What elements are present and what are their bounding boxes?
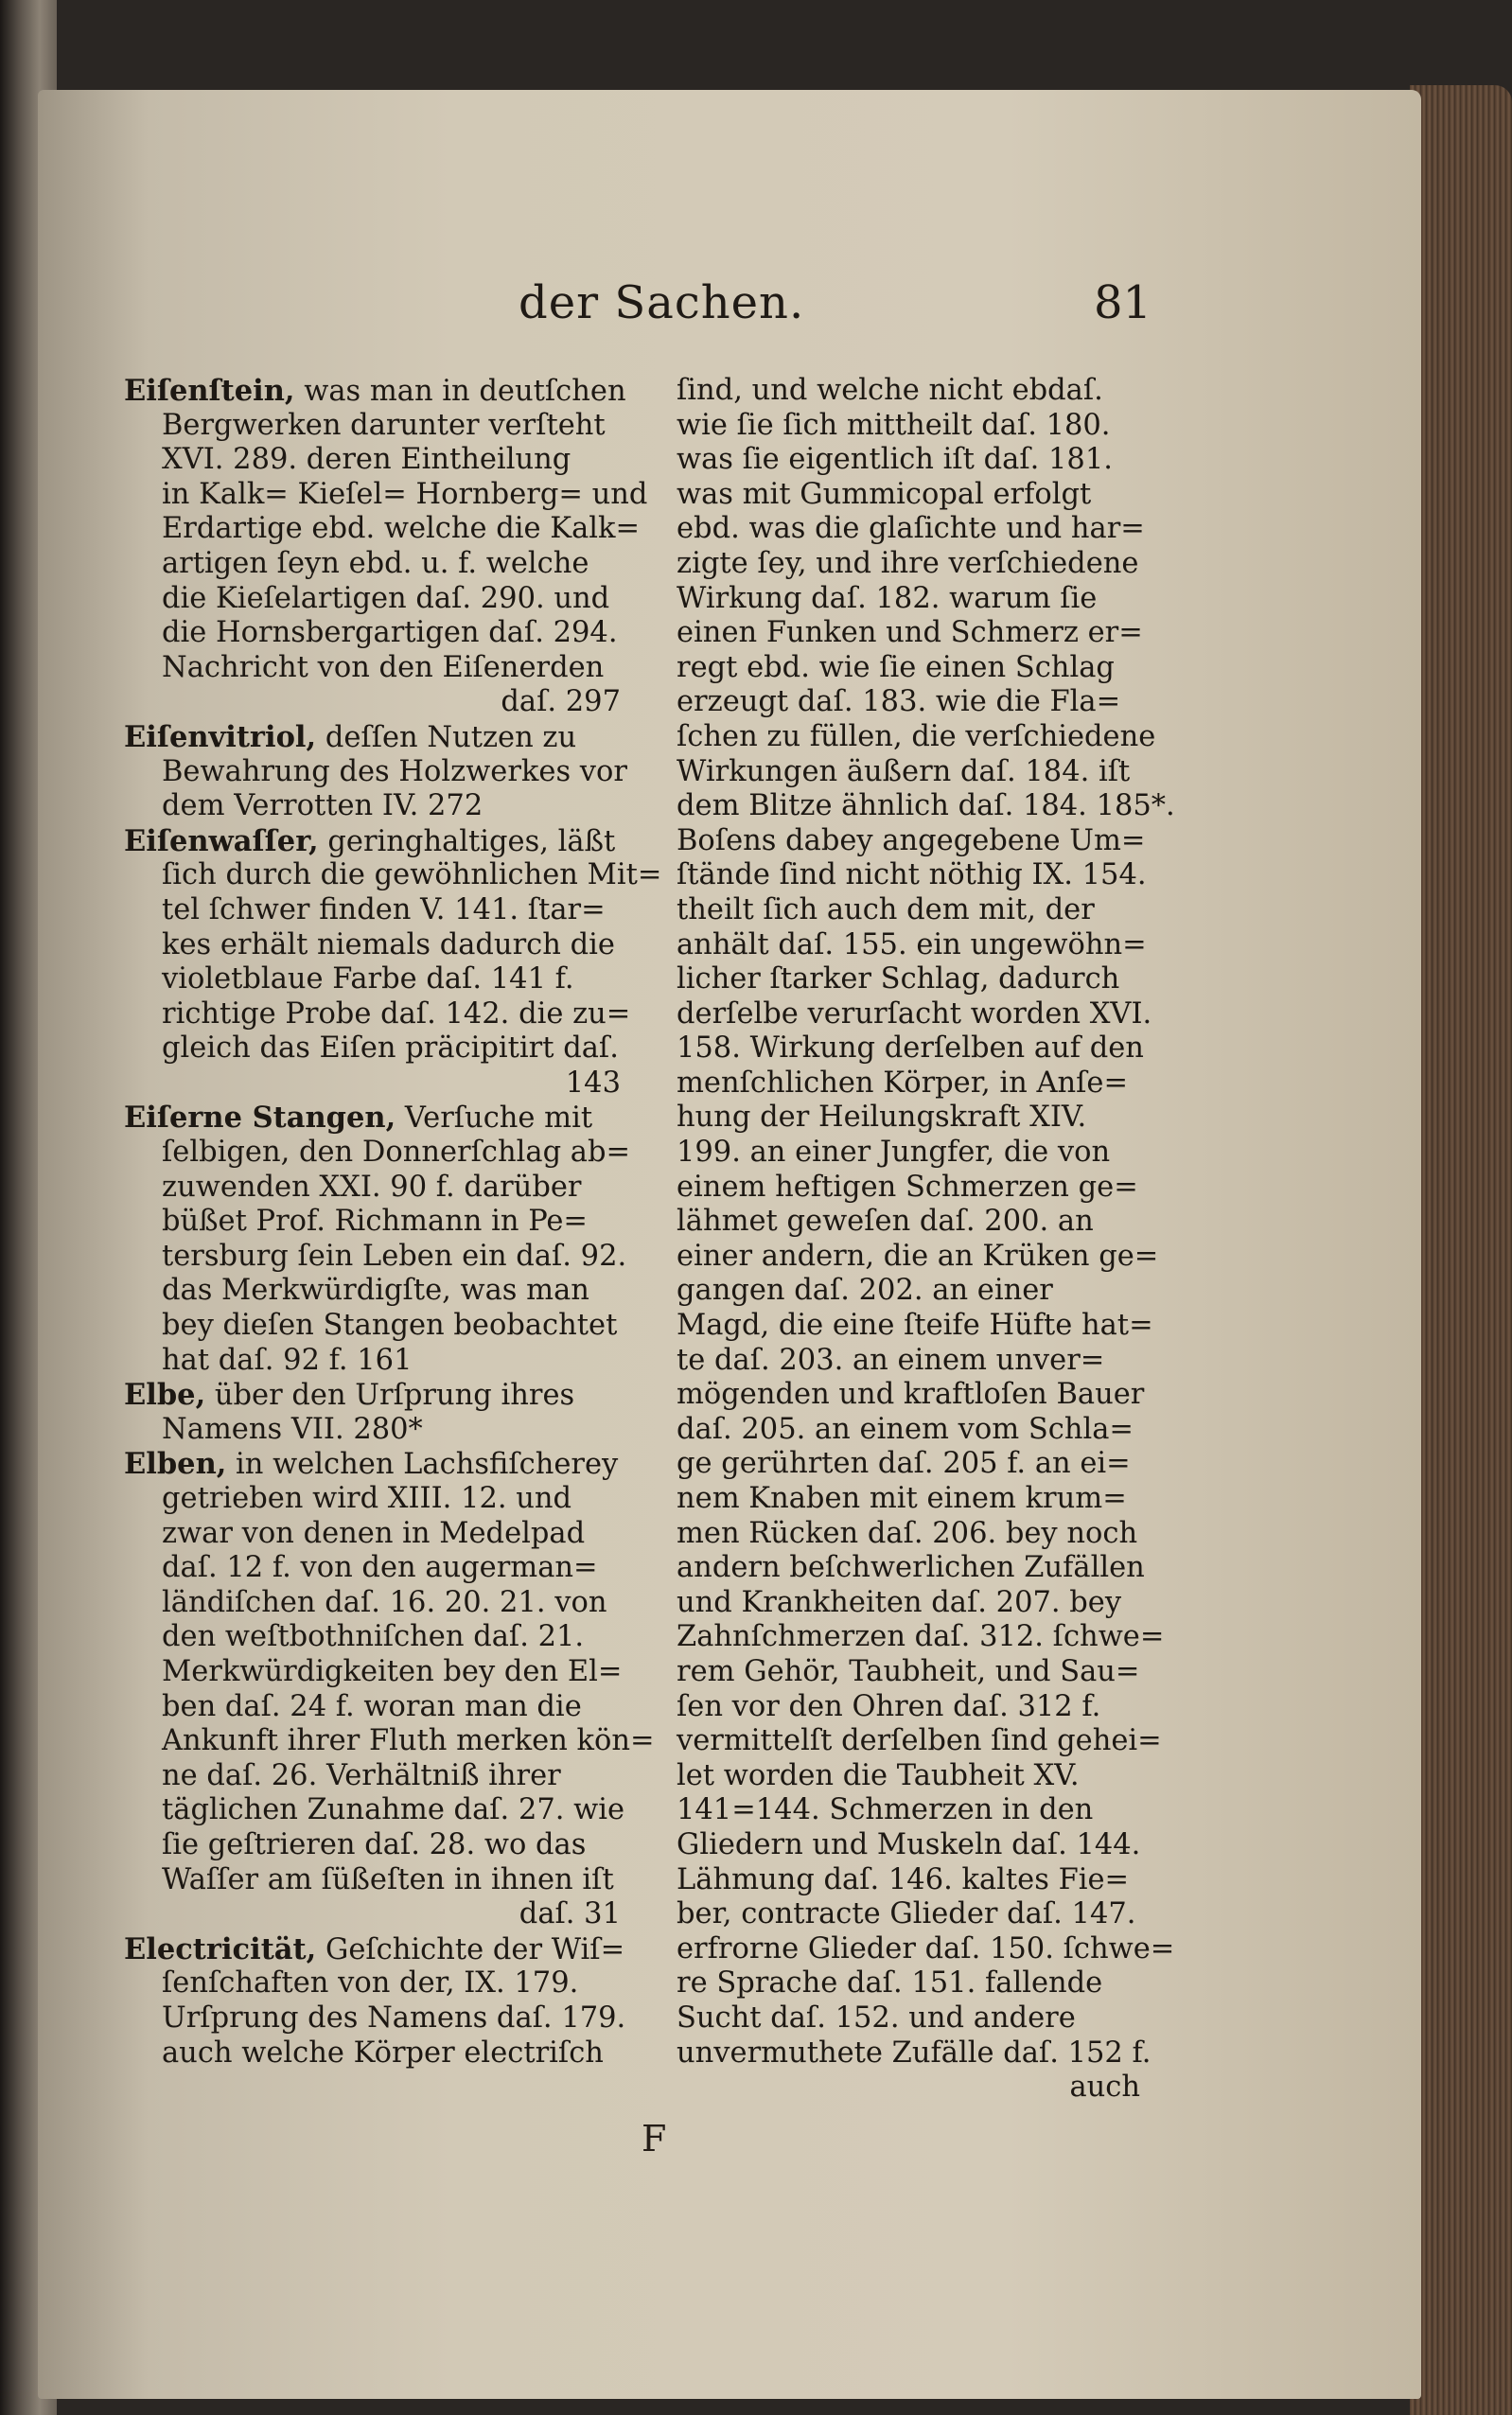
index-text-line: tel ſchwer finden V. 141. ſtar= [162, 892, 606, 926]
index-text-line: menſchlichen Körper, in Anſe= [677, 1066, 1129, 1100]
index-text-line: das Merkwürdigſte, was man [162, 1274, 589, 1308]
index-text-line: mögenden und kraftloſen Bauer [677, 1378, 1145, 1412]
index-text-line: Boſens dabey angegebene Um= [677, 823, 1146, 857]
index-text-line: 143 [565, 1066, 621, 1100]
index-text-line: Sucht daſ. 152. und andere [677, 2001, 1076, 2035]
index-text-line: wie ſie ſich mittheilt daſ. 180. [677, 408, 1111, 442]
index-text-line: Waſſer am ſüßeſten in ihnen iſt [162, 1862, 614, 1896]
index-text-line: ſie geſtrieren daſ. 28. wo das [162, 1827, 587, 1861]
index-text-line: richtige Probe daſ. 142. die zu= [162, 996, 631, 1031]
index-text-line: Bewahrung des Holzwerkes vor [162, 754, 627, 788]
page-number: 81 [1094, 276, 1152, 329]
index-text-line: nem Knaben mit einem krum= [677, 1482, 1127, 1515]
index-text-line: zwar von denen in Medelpad [162, 1516, 586, 1550]
entry-head-word: Elben, [124, 1447, 227, 1482]
index-text-line: rem Gehör, Taubheit, und Sau= [677, 1654, 1140, 1688]
left-index-column [124, 374, 662, 2071]
index-text-line: gleich das Eiſen präcipitirt daſ. [162, 1031, 619, 1066]
index-text-line: ben daſ. 24 f. woran man die [162, 1689, 582, 1723]
index-text-line: ebd. was die glaſichte und har= [677, 512, 1145, 546]
index-text-line: daſ. 205. an einem vom Schla= [677, 1412, 1134, 1446]
index-text-line: kes erhält niemals dadurch die [162, 927, 615, 961]
right-index-column [677, 374, 1175, 2106]
index-text-line: ländiſchen daſ. 16. 20. 21. von [162, 1585, 607, 1619]
index-text-line: Ankunft ihrer Fluth merken kön= [162, 1724, 655, 1758]
index-text-line: daſ. 12 f. von den augerman= [162, 1551, 598, 1585]
index-text-line: daſ. 31 [519, 1897, 621, 1931]
index-text-line: Namens VII. 280* [162, 1412, 423, 1446]
entry-head-word: Eiſenvitriol, [124, 719, 317, 754]
index-text-line: 141=144. Schmerzen in den [677, 1793, 1094, 1827]
index-text-line: ſtände ſind nicht nöthig IX. 154. [677, 858, 1147, 892]
index-text-line: re Sprache daſ. 151. fallende [677, 1966, 1103, 2001]
index-text-line: zigte ſey, und ihre verſchiedene [677, 546, 1139, 580]
index-text-line: 158. Wirkung derſelben auf den [677, 1031, 1144, 1066]
index-text-line: licher ſtarker Schlag, dadurch [677, 962, 1120, 996]
index-text-line: Merkwürdigkeiten bey den El= [162, 1654, 623, 1688]
index-entry-line: Eiſenwaſſer, geringhaltiges, läßt [124, 823, 616, 858]
index-text-line: erfrorne Glieder daſ. 150. ſchwe= [677, 1931, 1175, 1965]
entry-head-word: Elbe, [124, 1378, 206, 1413]
index-text-line: vermittelſt derſelben ſind gehei= [677, 1724, 1162, 1758]
index-text-line: ber, contracte Glieder daſ. 147. [677, 1897, 1136, 1931]
index-text-line: ſchen zu füllen, die verſchiedene [677, 719, 1156, 753]
index-text-line: ſind, und welche nicht ebdaſ. [677, 374, 1103, 407]
index-text-line: in Kalk= Kieſel= Hornberg= und [162, 477, 648, 511]
index-text-line: ge gerührten daſ. 205 f. an ei= [677, 1447, 1131, 1481]
index-text-line: ne daſ. 26. Verhältniß ihrer [162, 1758, 561, 1792]
index-text-line: daſ. 297 [501, 685, 621, 719]
index-text-line: Magd, die eine ſteife Hüfte hat= [677, 1309, 1153, 1343]
index-text-line: und Krankheiten daſ. 207. bey [677, 1585, 1122, 1619]
index-text-line: ſen vor den Ohren daſ. 312 f. [677, 1689, 1101, 1723]
index-text-line: men Rücken daſ. 206. bey noch [677, 1516, 1138, 1550]
index-text-line: lähmet geweſen daſ. 200. an [677, 1205, 1094, 1239]
index-entry-line: Elben, in welchen Lachsfiſcherey [124, 1447, 619, 1482]
book-fore-edge [1410, 85, 1512, 2415]
index-text-line: was mit Gummicopal erfolgt [677, 477, 1092, 511]
index-entry-line: Eiſenvitriol, deſſen Nutzen zu [124, 719, 577, 754]
index-text-line: anhält daſ. 155. ein ungewöhn= [677, 927, 1147, 961]
index-text-line: Wirkung daſ. 182. warum ſie [677, 581, 1098, 615]
index-text-line: auch welche Körper electriſch [162, 2036, 604, 2070]
index-text-line: zuwenden XXI. 90 f. darüber [162, 1170, 582, 1204]
index-entry-line: Electricität, Geſchichte der Wiſ= [124, 1931, 625, 1966]
index-text-line: bey dieſen Stangen beobachtet [162, 1309, 618, 1343]
index-text-line: einer andern, die an Krüken ge= [677, 1239, 1159, 1273]
index-text-line: Gliedern und Muskeln daſ. 144. [677, 1827, 1141, 1861]
index-text-line: Urſprung des Namens daſ. 179. [162, 2001, 626, 2035]
running-head: der Sachen. [519, 276, 805, 329]
index-text-line: Bergwerken darunter verſteht [162, 408, 606, 442]
index-text-line: derſelbe verurſacht worden XVI. [677, 996, 1152, 1031]
index-text-line: hung der Heilungskraft XIV. [677, 1101, 1087, 1135]
index-text-line: Nachricht von den Eiſenerden [162, 650, 605, 684]
index-entry-line: Elbe, über den Urſprung ihres [124, 1378, 575, 1413]
index-text-line: Lähmung daſ. 146. kaltes Fie= [677, 1862, 1130, 1896]
index-text-line: regt ebd. wie ſie einen Schlag [677, 650, 1115, 684]
index-text-line: ſelbigen, den Donnerſchlag ab= [162, 1136, 631, 1170]
index-text-line: artigen ſeyn ebd. u. f. welche [162, 546, 589, 580]
index-text-line: einem heftigen Schmerzen ge= [677, 1170, 1138, 1204]
index-text-line: einen Funken und Schmerz er= [677, 616, 1143, 650]
index-text-line: büßet Prof. Richmann in Pe= [162, 1205, 588, 1239]
index-text-line: Erdartige ebd. welche die Kalk= [162, 512, 641, 546]
signature-mark: F [642, 2118, 667, 2159]
entry-head-word: Electricität, [124, 1931, 317, 1966]
index-text-line: let worden die Taubheit XV. [677, 1758, 1080, 1792]
index-text-line: gangen daſ. 202. an einer [677, 1274, 1053, 1308]
index-entry-line: Eiſenſtein, was man in deutſchen [124, 374, 626, 408]
index-text-line: täglichen Zunahme daſ. 27. wie [162, 1793, 625, 1827]
index-text-line: theilt ſich auch dem mit, der [677, 892, 1095, 926]
index-text-line: auch [1069, 2071, 1140, 2105]
index-text-line: andern beſchwerlichen Zufällen [677, 1551, 1145, 1585]
index-text-line: tersburg ſein Leben ein daſ. 92. [162, 1239, 627, 1273]
index-entry-line: Eiſerne Stangen, Verſuche mit [124, 1101, 593, 1136]
index-text-line: 199. an einer Jungfer, die von [677, 1136, 1111, 1170]
index-text-line: ſenſchaften von der, IX. 179. [162, 1966, 579, 2001]
index-text-line: ſich durch die gewöhnlichen Mit= [162, 858, 662, 892]
entry-head-word: Eiſenwaſſer, [124, 823, 319, 858]
index-text-line: die Kieſelartigen daſ. 290. und [162, 581, 610, 615]
index-text-line: erzeugt daſ. 183. wie die Fla= [677, 685, 1121, 719]
index-text-line: getrieben wird XIII. 12. und [162, 1482, 572, 1515]
index-text-line: te daſ. 203. an einem unver= [677, 1343, 1105, 1377]
index-text-line: dem Verrotten IV. 272 [162, 789, 483, 823]
index-text-line: violetblaue Farbe daſ. 141 f. [162, 962, 574, 996]
index-text-line: die Hornsbergartigen daſ. 294. [162, 616, 618, 650]
entry-head-word: Eiſenſtein, [124, 374, 295, 408]
index-text-line: Zahnſchmerzen daſ. 312. ſchwe= [677, 1620, 1165, 1654]
index-text-line: unvermuthete Zufälle daſ. 152 f. [677, 2036, 1152, 2070]
index-text-line: XVI. 289. deren Eintheilung [162, 443, 571, 477]
index-text-line: Wirkungen äußern daſ. 184. iſt [677, 754, 1131, 788]
entry-head-word: Eiſerne Stangen, [124, 1101, 396, 1136]
index-text-line: was ſie eigentlich iſt daſ. 181. [677, 443, 1113, 477]
index-text-line: den weſtbothniſchen daſ. 21. [162, 1620, 585, 1654]
index-text-line: dem Blitze ähnlich daſ. 184. 185*. [677, 789, 1175, 823]
index-text-line: hat daſ. 92 f. 161 [162, 1343, 413, 1377]
